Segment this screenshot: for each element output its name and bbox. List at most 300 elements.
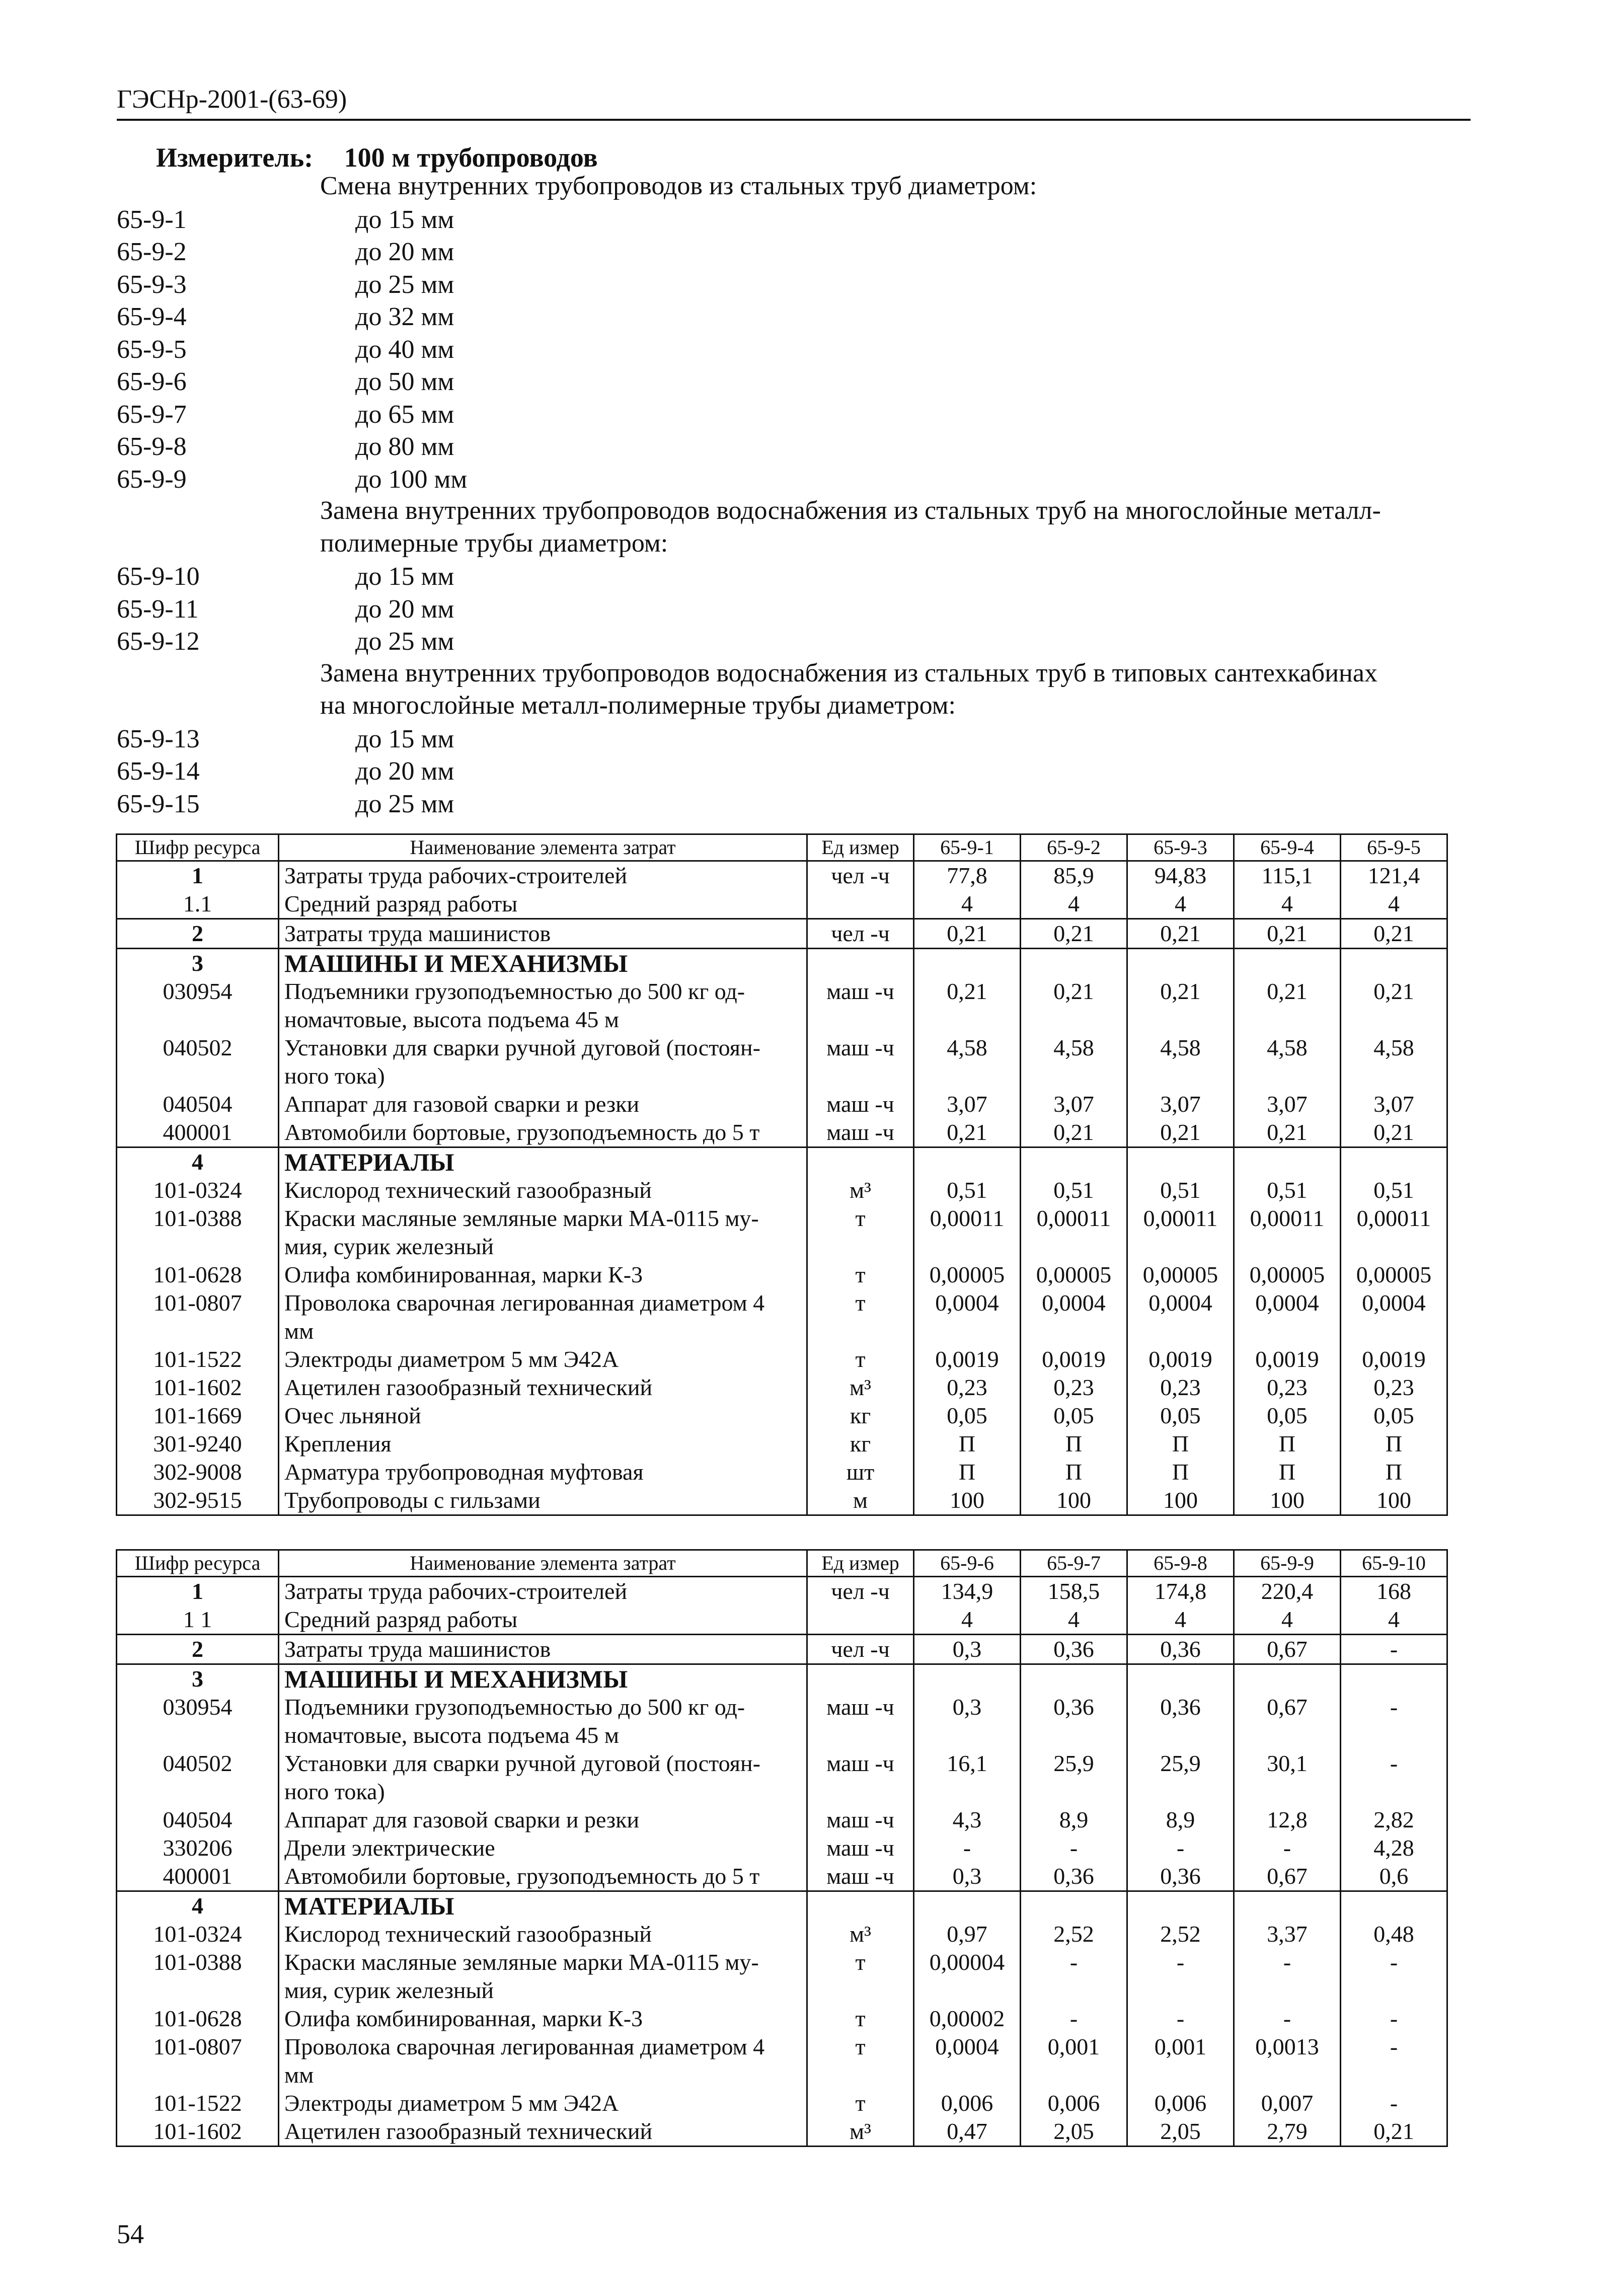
resource-name bbox=[279, 2033, 807, 2089]
resource-value: 0,48 bbox=[1341, 1920, 1447, 1948]
resource-value: 0,0004 bbox=[1127, 1289, 1234, 1345]
work-desc: до 15 мм bbox=[355, 562, 454, 591]
resource-unit: кг bbox=[807, 1402, 914, 1430]
resource-value: - bbox=[1341, 1693, 1447, 1749]
resource-value: 30,1 bbox=[1234, 1749, 1341, 1806]
resource-name bbox=[279, 1577, 807, 1606]
resource-unit: маш -ч bbox=[807, 1834, 914, 1862]
resource-name-line: Проволока сварочная легированная диаметром 4 bbox=[284, 1290, 765, 1316]
resource-unit: м³ bbox=[807, 1920, 914, 1948]
work-desc: до 25 мм bbox=[355, 627, 454, 656]
resource-value: 0,00011 bbox=[1234, 1204, 1341, 1261]
resource-value: 0,0004 bbox=[1341, 1289, 1447, 1345]
resource-value: 0,36 bbox=[1127, 1693, 1234, 1749]
resource-unit: шт bbox=[807, 1458, 914, 1486]
resource-code: 400001 bbox=[117, 1862, 279, 1891]
section-row bbox=[117, 1147, 1447, 1177]
resource-unit bbox=[807, 1664, 914, 1694]
resource-code: 1 1 bbox=[117, 1605, 279, 1635]
resource-name-line: ного тока) bbox=[284, 1779, 385, 1804]
resource-value: - bbox=[1021, 1948, 1127, 2005]
table-row bbox=[117, 1948, 1447, 2005]
resource-value: 4 bbox=[1341, 890, 1447, 919]
table-row bbox=[117, 1118, 1447, 1147]
th-norm-code: 65-9-7 bbox=[1021, 1550, 1127, 1577]
resource-value: 0,47 bbox=[914, 2117, 1021, 2147]
resource-value: 8,9 bbox=[1127, 1806, 1234, 1834]
resource-value bbox=[1021, 1147, 1127, 1177]
resource-unit bbox=[807, 1891, 914, 1921]
resource-value: 4 bbox=[914, 890, 1021, 919]
resource-name-line: Олифа комбинированная, марки К-3 bbox=[284, 1262, 643, 1287]
resource-name bbox=[279, 949, 807, 978]
resource-code: 040502 bbox=[117, 1749, 279, 1806]
resource-unit: т bbox=[807, 2089, 914, 2117]
resource-name-line: Установки для сварки ручной дуговой (постоян- bbox=[284, 1750, 760, 1776]
th-norm-code: 65-9-9 bbox=[1234, 1550, 1341, 1577]
work-code: 65-9-14 bbox=[117, 757, 200, 786]
resource-name bbox=[279, 1176, 807, 1204]
resource-value: 0,0019 bbox=[914, 1345, 1021, 1373]
resource-unit: т bbox=[807, 2005, 914, 2033]
resource-value: 0,21 bbox=[1021, 919, 1127, 949]
resource-value: 0,21 bbox=[1341, 919, 1447, 949]
resource-value: 0,23 bbox=[1021, 1373, 1127, 1402]
work-desc: до 50 мм bbox=[355, 367, 454, 396]
work-desc: до 40 мм bbox=[355, 335, 454, 364]
resource-value: 0,21 bbox=[914, 919, 1021, 949]
table-row bbox=[117, 1486, 1447, 1515]
resource-value: 0,51 bbox=[1021, 1176, 1127, 1204]
resource-unit: м³ bbox=[807, 1176, 914, 1204]
resource-value bbox=[1341, 1891, 1447, 1921]
resource-name bbox=[279, 1261, 807, 1289]
resource-value bbox=[914, 949, 1021, 978]
table-row bbox=[117, 1345, 1447, 1373]
resource-unit: маш -ч bbox=[807, 1118, 914, 1147]
resource-value: 2,05 bbox=[1127, 2117, 1234, 2147]
resource-value: 4,58 bbox=[1341, 1034, 1447, 1090]
resource-code: 101-0324 bbox=[117, 1176, 279, 1204]
resource-unit bbox=[807, 1605, 914, 1635]
resource-unit: м bbox=[807, 1486, 914, 1515]
resource-name-line: номачтовые, высота подъема 45 м bbox=[284, 1722, 620, 1748]
resource-value: 0,00011 bbox=[1127, 1204, 1234, 1261]
resource-value: 0,00002 bbox=[914, 2005, 1021, 2033]
work-desc: до 15 мм bbox=[355, 205, 454, 234]
resource-code: 101-0628 bbox=[117, 2005, 279, 2033]
resource-value: 4 bbox=[914, 1605, 1021, 1635]
resource-value: 100 bbox=[914, 1486, 1021, 1515]
work-code: 65-9-9 bbox=[117, 465, 187, 494]
resource-value: 0,007 bbox=[1234, 2089, 1341, 2117]
resource-value: 0,006 bbox=[914, 2089, 1021, 2117]
resource-name-line: Кислород технический газообразный bbox=[284, 1177, 652, 1203]
resource-value: 100 bbox=[1341, 1486, 1447, 1515]
resource-value: 0,00005 bbox=[1127, 1261, 1234, 1289]
resource-name-line: МАШИНЫ И МЕХАНИЗМЫ bbox=[284, 949, 628, 977]
resource-code: 1.1 bbox=[117, 890, 279, 919]
work-code: 65-9-11 bbox=[117, 594, 199, 624]
resource-unit: маш -ч bbox=[807, 1034, 914, 1090]
resource-value: 0,21 bbox=[1127, 919, 1234, 949]
resource-unit: маш -ч bbox=[807, 1806, 914, 1834]
resource-code: 030954 bbox=[117, 977, 279, 1034]
resource-name-line: Затраты труда машинистов bbox=[284, 921, 551, 946]
resource-name bbox=[279, 1920, 807, 1948]
resource-value: 3,37 bbox=[1234, 1920, 1341, 1948]
resource-value: 0,0019 bbox=[1341, 1345, 1447, 1373]
work-desc: до 80 мм bbox=[355, 432, 454, 461]
resource-value: 0,21 bbox=[914, 977, 1021, 1034]
resource-value bbox=[1127, 1147, 1234, 1177]
resource-name bbox=[279, 1486, 807, 1515]
resource-value: 0,51 bbox=[1234, 1176, 1341, 1204]
resource-value: 2,79 bbox=[1234, 2117, 1341, 2147]
resource-unit: т bbox=[807, 1261, 914, 1289]
resource-value: П bbox=[1021, 1458, 1127, 1486]
resource-name-line: Затраты труда рабочих-строителей bbox=[284, 1578, 628, 1604]
resource-value: 0,00005 bbox=[1234, 1261, 1341, 1289]
table-row bbox=[117, 2117, 1447, 2147]
work-code: 65-9-10 bbox=[117, 562, 200, 591]
resource-value: 0,001 bbox=[1127, 2033, 1234, 2089]
resource-value: 16,1 bbox=[914, 1749, 1021, 1806]
resource-name-line: Подъемники грузоподъемностью до 500 кг од- bbox=[284, 978, 745, 1004]
resource-value: 0,0004 bbox=[1234, 1289, 1341, 1345]
resource-name-line: МАТЕРИАЛЫ bbox=[284, 1148, 454, 1176]
resource-value: - bbox=[1234, 1948, 1341, 2005]
table-row bbox=[117, 1373, 1447, 1402]
table-row bbox=[117, 1289, 1447, 1345]
resource-value: - bbox=[914, 1834, 1021, 1862]
resource-unit: кг bbox=[807, 1430, 914, 1458]
resource-value bbox=[914, 1891, 1021, 1921]
group-title: на многослойные металл-полимерные трубы диаметром: bbox=[320, 691, 956, 720]
resource-unit: чел -ч bbox=[807, 1635, 914, 1664]
resource-unit bbox=[807, 1147, 914, 1177]
table-row bbox=[117, 2005, 1447, 2033]
resource-code: 030954 bbox=[117, 1693, 279, 1749]
resource-name-line: Аппарат для газовой сварки и резки bbox=[284, 1091, 640, 1117]
resource-unit: маш -ч bbox=[807, 1862, 914, 1891]
work-desc: до 20 мм bbox=[355, 757, 454, 786]
resource-value: 0,0019 bbox=[1021, 1345, 1127, 1373]
resource-value: 0,51 bbox=[914, 1176, 1021, 1204]
resource-name bbox=[279, 890, 807, 919]
measure-unit: 100 м трубопроводов bbox=[344, 142, 598, 173]
resource-name-line: Трубопроводы с гильзами bbox=[284, 1487, 541, 1513]
resource-value: 0,21 bbox=[1127, 1118, 1234, 1147]
table-row bbox=[117, 1693, 1447, 1749]
resource-value: П bbox=[1341, 1430, 1447, 1458]
resource-value: 0,0019 bbox=[1127, 1345, 1234, 1373]
resource-value: 0,21 bbox=[1234, 977, 1341, 1034]
resource-value: 0,21 bbox=[1021, 977, 1127, 1034]
resource-value: 4 bbox=[1127, 890, 1234, 919]
work-desc: до 65 мм bbox=[355, 400, 454, 429]
resource-name-line: мия, сурик железный bbox=[284, 1977, 494, 2003]
resource-value: 100 bbox=[1021, 1486, 1127, 1515]
table-row bbox=[117, 1749, 1447, 1806]
th-norm-code: 65-9-3 bbox=[1127, 834, 1234, 861]
resource-value: 0,05 bbox=[1341, 1402, 1447, 1430]
resource-value: 0,00011 bbox=[1341, 1204, 1447, 1261]
resource-name bbox=[279, 1664, 807, 1694]
resource-value: П bbox=[1127, 1430, 1234, 1458]
resource-name bbox=[279, 2089, 807, 2117]
resource-name bbox=[279, 1693, 807, 1749]
resource-name-line: номачтовые, высота подъема 45 м bbox=[284, 1007, 620, 1032]
resource-value: 0,51 bbox=[1341, 1176, 1447, 1204]
resource-name bbox=[279, 919, 807, 949]
work-code: 65-9-5 bbox=[117, 335, 187, 364]
resource-name bbox=[279, 1862, 807, 1891]
th-unit: Ед измер bbox=[807, 834, 914, 861]
resource-unit: т bbox=[807, 1289, 914, 1345]
table-row bbox=[117, 1834, 1447, 1862]
resource-value bbox=[1021, 1664, 1127, 1694]
resource-unit: маш -ч bbox=[807, 1749, 914, 1806]
work-code: 65-9-13 bbox=[117, 724, 200, 753]
resource-value: - bbox=[1341, 1749, 1447, 1806]
document-code: ГЭСНр-2001-(63-69) bbox=[117, 85, 347, 114]
table-row bbox=[117, 1402, 1447, 1430]
resource-value bbox=[1127, 949, 1234, 978]
resource-value: 0,21 bbox=[1234, 1118, 1341, 1147]
resource-value: 77,8 bbox=[914, 861, 1021, 890]
resource-unit: м³ bbox=[807, 2117, 914, 2147]
resource-name bbox=[279, 1090, 807, 1118]
resource-code: 101-1522 bbox=[117, 2089, 279, 2117]
work-desc: до 20 мм bbox=[355, 238, 454, 266]
work-code: 65-9-12 bbox=[117, 627, 200, 656]
resource-value: 0,23 bbox=[1234, 1373, 1341, 1402]
resource-unit: чел -ч bbox=[807, 861, 914, 890]
resource-value bbox=[914, 1664, 1021, 1694]
resource-name-line: Дрели электрические bbox=[284, 1835, 495, 1861]
resource-value: П bbox=[1341, 1458, 1447, 1486]
resource-value: 0,05 bbox=[1127, 1402, 1234, 1430]
resource-name bbox=[279, 1891, 807, 1921]
resource-value: 3,07 bbox=[1127, 1090, 1234, 1118]
resource-value: 25,9 bbox=[1127, 1749, 1234, 1806]
resource-name-line: Аппарат для газовой сварки и резки bbox=[284, 1807, 640, 1832]
resource-code: 4 bbox=[117, 1891, 279, 1921]
resource-value bbox=[1234, 1664, 1341, 1694]
resource-name-line: Арматура трубопроводная муфтовая bbox=[284, 1459, 644, 1485]
resource-value: 168 bbox=[1341, 1577, 1447, 1606]
resource-name-line: Олифа комбинированная, марки К-3 bbox=[284, 2006, 643, 2031]
resource-value: 220,4 bbox=[1234, 1577, 1341, 1606]
resource-value: 4,28 bbox=[1341, 1834, 1447, 1862]
resource-unit: т bbox=[807, 1204, 914, 1261]
resource-value: П bbox=[1234, 1458, 1341, 1486]
table-header-row bbox=[117, 1550, 1447, 1577]
resource-name-line: МАТЕРИАЛЫ bbox=[284, 1892, 454, 1920]
resource-value: 0,23 bbox=[1127, 1373, 1234, 1402]
resource-value bbox=[1341, 949, 1447, 978]
resource-name-line: Автомобили бортовые, грузоподъемность до 5 т bbox=[284, 1119, 760, 1145]
resource-code: 101-0324 bbox=[117, 1920, 279, 1948]
resource-name-line: мм bbox=[284, 2062, 314, 2088]
resource-unit bbox=[807, 949, 914, 978]
resource-code: 101-0388 bbox=[117, 1948, 279, 2005]
table-row bbox=[117, 919, 1447, 949]
th-code: Шифр ресурса bbox=[117, 1550, 279, 1577]
table-row bbox=[117, 2033, 1447, 2089]
resource-value: - bbox=[1341, 1948, 1447, 2005]
resource-value bbox=[1021, 949, 1127, 978]
group-title: Замена внутренних трубопроводов водоснабжения из стальных труб в типовых сантехкабинах bbox=[320, 658, 1377, 687]
work-code: 65-9-1 bbox=[117, 205, 187, 234]
resource-value: 0,21 bbox=[914, 1118, 1021, 1147]
resource-code: 040502 bbox=[117, 1034, 279, 1090]
resource-code: 101-1602 bbox=[117, 1373, 279, 1402]
resource-value: П bbox=[914, 1458, 1021, 1486]
resource-value: 0,0004 bbox=[914, 2033, 1021, 2089]
resource-value: 4,58 bbox=[914, 1034, 1021, 1090]
group-title: полимерные трубы диаметром: bbox=[320, 528, 668, 558]
resource-value: - bbox=[1341, 2005, 1447, 2033]
resource-value: 100 bbox=[1234, 1486, 1341, 1515]
resource-value: 0,00011 bbox=[1021, 1204, 1127, 1261]
resource-name bbox=[279, 977, 807, 1034]
work-desc: до 100 мм bbox=[355, 465, 468, 494]
measure-line bbox=[156, 142, 598, 173]
work-code: 65-9-4 bbox=[117, 302, 187, 331]
resource-value: 12,8 bbox=[1234, 1806, 1341, 1834]
resource-value: П bbox=[914, 1430, 1021, 1458]
resource-value bbox=[1234, 1891, 1341, 1921]
table-row bbox=[117, 1261, 1447, 1289]
table-row bbox=[117, 1806, 1447, 1834]
resource-value: - bbox=[1234, 2005, 1341, 2033]
resource-value: 0,0004 bbox=[1021, 1289, 1127, 1345]
resource-value: 0,3 bbox=[914, 1693, 1021, 1749]
resource-value: - bbox=[1341, 2089, 1447, 2117]
resource-code: 301-9240 bbox=[117, 1430, 279, 1458]
table-row bbox=[117, 1458, 1447, 1486]
table-row bbox=[117, 1862, 1447, 1891]
resource-name-line: Электроды диаметром 5 мм Э42А bbox=[284, 1346, 619, 1372]
resource-value: 4 bbox=[1021, 890, 1127, 919]
section-row bbox=[117, 1891, 1447, 1921]
table-row bbox=[117, 977, 1447, 1034]
resource-name bbox=[279, 1458, 807, 1486]
table-row bbox=[117, 1034, 1447, 1090]
resource-value: 174,8 bbox=[1127, 1577, 1234, 1606]
resource-value: 2,05 bbox=[1021, 2117, 1127, 2147]
work-code: 65-9-6 bbox=[117, 367, 187, 396]
resource-value: 25,9 bbox=[1021, 1749, 1127, 1806]
resource-value: 0,00005 bbox=[914, 1261, 1021, 1289]
resource-code: 1 bbox=[117, 1577, 279, 1606]
resource-value: 134,9 bbox=[914, 1577, 1021, 1606]
resource-value: 0,00005 bbox=[1021, 1261, 1127, 1289]
resource-name bbox=[279, 1118, 807, 1147]
resource-value: 0,21 bbox=[1341, 977, 1447, 1034]
resource-unit: т bbox=[807, 1345, 914, 1373]
resource-value: 0,05 bbox=[1234, 1402, 1341, 1430]
th-norm-code: 65-9-4 bbox=[1234, 834, 1341, 861]
resource-value: 2,52 bbox=[1127, 1920, 1234, 1948]
table-header-row bbox=[117, 834, 1447, 861]
resource-name bbox=[279, 1345, 807, 1373]
resource-name-line: ного тока) bbox=[284, 1063, 385, 1089]
resource-value: 0,0013 bbox=[1234, 2033, 1341, 2089]
work-code: 65-9-8 bbox=[117, 432, 187, 461]
table-row bbox=[117, 1176, 1447, 1204]
resource-unit: м³ bbox=[807, 1373, 914, 1402]
resource-value: 4 bbox=[1341, 1605, 1447, 1635]
resource-name-line: Установки для сварки ручной дуговой (постоян- bbox=[284, 1035, 760, 1060]
resource-value: 0,67 bbox=[1234, 1635, 1341, 1664]
th-norm-code: 65-9-5 bbox=[1341, 834, 1447, 861]
resource-unit: маш -ч bbox=[807, 1693, 914, 1749]
resource-value: 4 bbox=[1127, 1605, 1234, 1635]
resource-value bbox=[1341, 1147, 1447, 1177]
resource-value: 0,00005 bbox=[1341, 1261, 1447, 1289]
resource-value: 0,00011 bbox=[914, 1204, 1021, 1261]
resource-code: 101-1602 bbox=[117, 2117, 279, 2147]
resource-value: 115,1 bbox=[1234, 861, 1341, 890]
resource-code: 040504 bbox=[117, 1090, 279, 1118]
resource-value: 0,97 bbox=[914, 1920, 1021, 1948]
resource-name-line: Электроды диаметром 5 мм Э42А bbox=[284, 2090, 619, 2116]
resource-name-line: Средний разряд работы bbox=[284, 1606, 518, 1632]
th-name: Наименование элемента затрат bbox=[279, 834, 807, 861]
resource-value: - bbox=[1234, 1834, 1341, 1862]
resource-value: 0,3 bbox=[914, 1862, 1021, 1891]
resource-value: 4,3 bbox=[914, 1806, 1021, 1834]
section-row bbox=[117, 1664, 1447, 1694]
resource-name bbox=[279, 861, 807, 890]
table-row bbox=[117, 861, 1447, 890]
resource-value: 0,67 bbox=[1234, 1862, 1341, 1891]
resource-name-line: Крепления bbox=[284, 1431, 392, 1457]
resource-value bbox=[1127, 1664, 1234, 1694]
resource-value: 2,82 bbox=[1341, 1806, 1447, 1834]
resource-code: 3 bbox=[117, 949, 279, 978]
resource-name bbox=[279, 1605, 807, 1635]
resource-table-2 bbox=[116, 1549, 1448, 2147]
resource-name bbox=[279, 1834, 807, 1862]
work-code: 65-9-15 bbox=[117, 789, 200, 818]
resource-name-line: Ацетилен газообразный технический bbox=[284, 2118, 653, 2144]
resource-name bbox=[279, 1204, 807, 1261]
measure-label: Измеритель: bbox=[156, 142, 314, 173]
resource-value: 0,36 bbox=[1021, 1862, 1127, 1891]
resource-value bbox=[914, 1147, 1021, 1177]
resource-value: 0,21 bbox=[1021, 1118, 1127, 1147]
resource-code: 302-9008 bbox=[117, 1458, 279, 1486]
resource-name bbox=[279, 2117, 807, 2147]
table-row bbox=[117, 890, 1447, 919]
resource-value: 158,5 bbox=[1021, 1577, 1127, 1606]
resource-name bbox=[279, 1147, 807, 1177]
resource-value: 0,0004 bbox=[914, 1289, 1021, 1345]
resource-name-line: Ацетилен газообразный технический bbox=[284, 1374, 653, 1400]
work-desc: до 25 мм bbox=[355, 789, 454, 818]
resource-code: 4 bbox=[117, 1147, 279, 1177]
resource-name-line: Краски масляные земляные марки МА-0115 му- bbox=[284, 1949, 759, 1975]
th-unit: Ед измер bbox=[807, 1550, 914, 1577]
resource-value: 4,58 bbox=[1021, 1034, 1127, 1090]
resource-value: 0,36 bbox=[1021, 1693, 1127, 1749]
work-code: 65-9-2 bbox=[117, 238, 187, 266]
resource-value: - bbox=[1341, 1635, 1447, 1664]
